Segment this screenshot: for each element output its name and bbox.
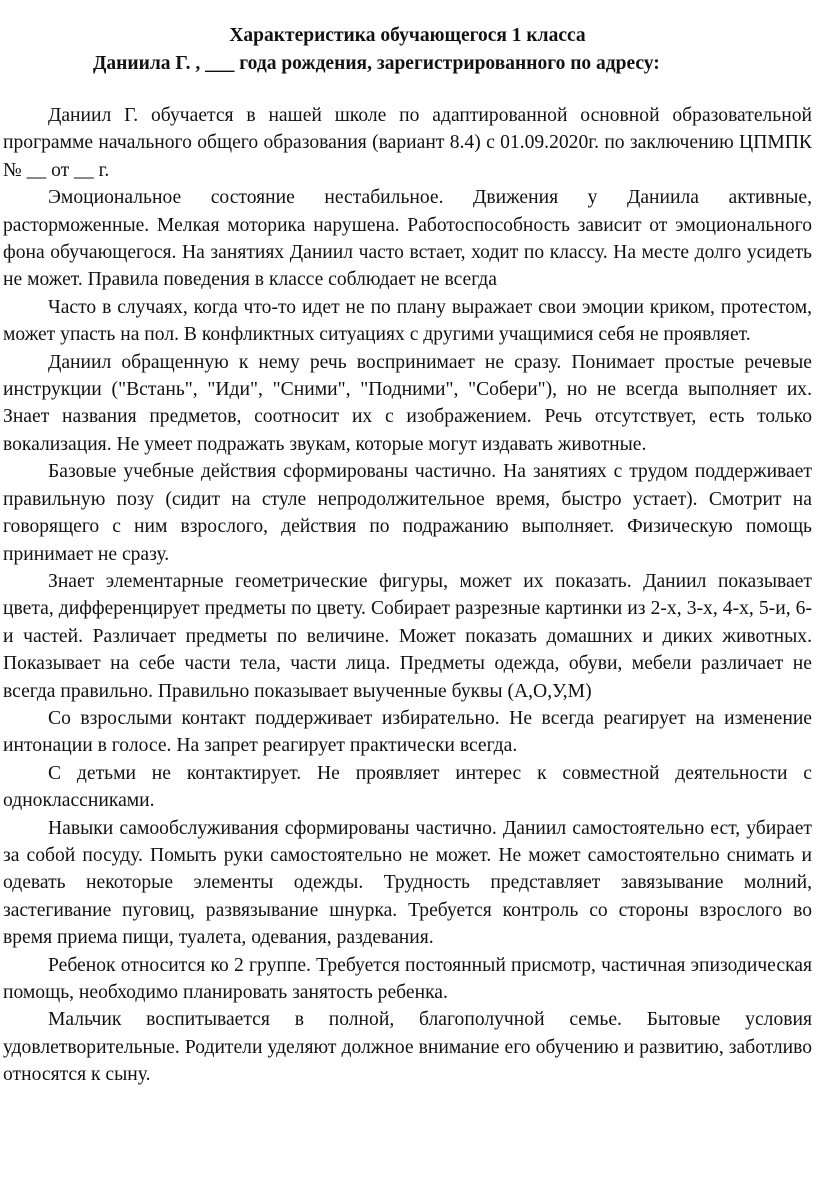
paragraph-peer-contact: С детьми не контактирует. Не проявляет интерес к совместной деятельности с одноклассниками. bbox=[3, 762, 812, 812]
paragraph-knowledge: Знает элементарные геометрические фигуры, может их показать. Даниил показывает цвета, дифференцирует предметы по цвету. Собирает разрезные картинки из 2-х, 3-х, 4-х, 5-и, 6-и частей. Различает предметы по величине. Может показать домашних и диких животных. Показывает на себе части тела, части лица. Предметы одежда, обуви, мебели различает не всегда правильно. Правильно показывает выученные буквы (А,О,У,М) bbox=[3, 570, 812, 702]
document-title: Характеристика обучающегося 1 класса bbox=[229, 25, 586, 46]
paragraph-emotional-reactions: Часто в случаях, когда что-то идет не по плану выражает свои эмоции криком, протестом, может упасть на пол. В конфликтных ситуациях с другими учащимися себя не проявляет. bbox=[3, 296, 812, 346]
paragraph-group: Ребенок относится ко 2 группе. Требуется постоянный присмотр, частичная эпизодическая помощь, необходимо планировать занятость ребенка. bbox=[3, 954, 812, 1003]
paragraph-enrollment: Даниил Г. обучается в нашей школе по адаптированной основной образовательной программе начального общего образования (вариант 8.4) с 01.09.2020г. по заключению ЦПМПК № __ от __ г. bbox=[3, 105, 812, 181]
paragraph-learning-actions: Базовые учебные действия сформированы частично. На занятиях с трудом поддерживает правильную позу (сидит на стуле непродолжительное время, быстро устает). Смотрит на говорящего с ним взрослого, действия по подражанию выполняет. Физическую помощь принимает не сразу. bbox=[3, 461, 812, 565]
paragraph-emotional-state: Эмоциональное состояние нестабильное. Движения у Даниила активные, расторможенные. Мелкая моторика нарушена. Работоспособность зависит от эмоционального фона обучающегося. На занятиях Даниил часто встает, ходит по классу. На месте долго усидеть не может. Правила поведения в классе соблюдает не всегда bbox=[3, 187, 812, 291]
document-subtitle: Даниила Г. , ___ года рождения, зарегистрированного по адресу: bbox=[93, 53, 660, 74]
document-body bbox=[3, 102, 812, 1089]
paragraph-speech: Даниил обращенную к нему речь воспринимает не сразу. Понимает простые речевые инструкции ("Встань", "Иди", "Сними", "Подними", "Собери"), но не всегда выполняет их. Знает названия предметов, соотносит их с изображением. Речь отсутствует, есть только вокализация. Не умеет подражать звукам, которые могут издавать животные. bbox=[3, 351, 812, 455]
paragraph-self-care: Навыки самообслуживания сформированы частично. Даниил самостоятельно ест, убирает за собой посуду. Помыть руки самостоятельно не может. Не может самостоятельно снимать и одевать некоторые элементы одежды. Трудность представляет завязывание молний, застегивание пуговиц, развязывание шнурка. Требуется контроль со стороны взрослого во время приема пищи, туалета, одевания, раздевания. bbox=[3, 817, 812, 949]
paragraph-family: Мальчик воспитывается в полной, благополучной семье. Бытовые условия удовлетворительные. Родители уделяют должное внимание его обучению и развитию, заботливо относятся к сыну. bbox=[3, 1009, 812, 1086]
paragraph-adult-contact: Со взрослыми контакт поддерживает избирательно. Не всегда реагирует на изменение интонации в голосе. На запрет реагирует практически всегда. bbox=[3, 707, 812, 757]
